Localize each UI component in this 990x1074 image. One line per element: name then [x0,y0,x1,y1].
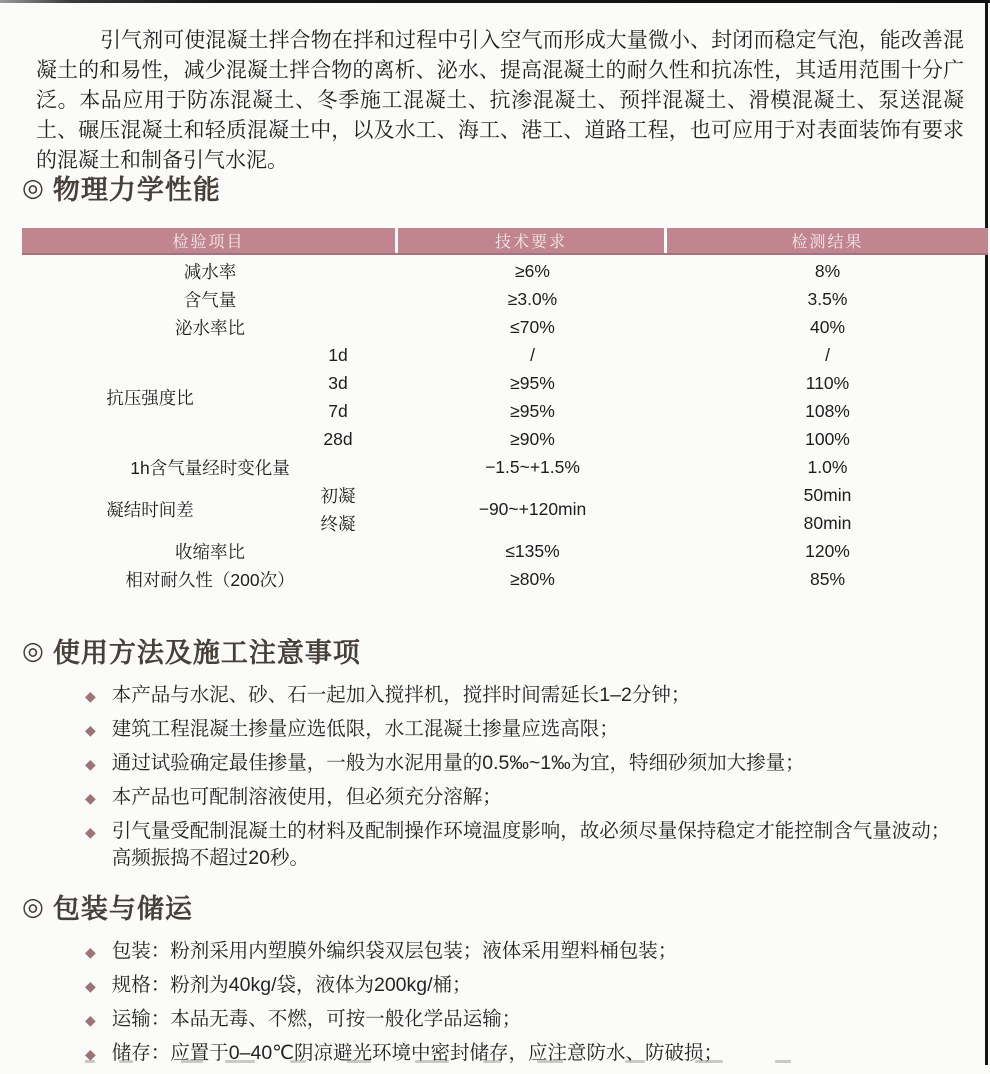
table-cell-req: ≥95% [510,372,555,393]
usage-bullet-list [85,682,951,879]
diamond-bullet-icon: ◆ [85,824,96,840]
table-cell-req: ≤135% [505,540,560,561]
clipped-bottom-text-line [85,1059,885,1064]
table-cell-result: 120% [805,540,850,561]
table-cell-req: −1.5~+1.5% [485,456,580,477]
table-cell-result: 85% [809,568,846,589]
section-title-physical-properties [22,168,221,207]
list-item [85,682,951,709]
diamond-bullet-icon: ◆ [85,688,96,704]
table-cell-result: 110% [805,372,850,393]
section-title-text: 使用方法及施工注意事项 [52,638,361,668]
table-cell-req: ≥95% [510,400,555,421]
list-item [85,716,951,743]
table-cell-item: 1h含气量经时变化量 [130,457,290,478]
list-item-text: 建筑工程混凝土掺量应选低限，水工混凝土掺量应选高限； [111,718,619,740]
table-header-row [22,228,988,255]
table-cell-req: ≥3.0% [507,288,558,309]
table-cell-item: 含气量 [183,289,237,310]
list-item-text: 运输：本品无毒、不燃，可按一般化学品运输； [111,1008,522,1030]
section-marker-icon: ◎ [22,636,44,665]
packaging-bullet-list [85,938,951,1074]
diamond-bullet-icon: ◆ [85,1012,96,1028]
list-item-text: 本产品与水泥、砂、石一起加入搅拌机，搅拌时间需延长1–2分钟； [111,684,691,706]
table-cell-result: / [825,344,830,365]
table-cell-result: 1.0% [807,456,848,477]
table-cell-req: −90~+120min [478,498,587,519]
list-item [85,972,951,999]
table-cell-result: 3.5% [807,288,848,309]
list-item [85,784,951,811]
diamond-bullet-icon: ◆ [85,944,96,960]
list-item-text: 包装：粉剂采用内塑膜外编织袋双层包装；液体采用塑料桶包装； [111,940,678,962]
table-cell-item: 收缩率比 [175,541,245,562]
table-cell-age: 28d [323,428,353,449]
section-marker-icon: ◎ [22,173,44,202]
diamond-bullet-icon: ◆ [85,722,96,738]
table-cell-req: / [530,344,535,365]
table-cell-result: 50min [803,484,852,505]
list-item-text: 储存：应置于0–40℃阴凉避光环境中密封储存，应注意防水、防破损； [111,1042,724,1064]
list-item [85,1006,951,1033]
section-marker-icon: ◎ [22,892,44,921]
table-header-item: 检验项目 [22,228,398,253]
table-cell-stage: 初凝 [320,485,356,506]
diamond-bullet-icon: ◆ [85,756,96,772]
scan-edge-top [0,0,990,3]
list-item-text: 引气量受配制混凝土的材料及配制操作环境温度影响，故必须尽量保持稳定才能控制含气量波动；高频振捣不超过20秒。 [111,820,951,869]
section-title-usage-notes [22,631,361,670]
list-item [85,750,951,777]
table-cell-req: ≥80% [510,568,555,589]
table-header-result: 检测结果 [791,234,864,251]
list-item-text: 规格：粉剂为40kg/袋，液体为200kg/桶； [111,974,472,996]
intro-paragraph: 引气剂可使混凝土拌合物在拌和过程中引入空气而形成大量微小、封闭而稳定气泡，能改善混凝土的和易性，减少混凝土拌合物的离析、泌水、提高混凝土的耐久性和抗冻性，其适用范围十分广泛。本品应用于防冻混凝土、冬季施工混凝土、抗渗混凝土、预拌混凝土、滑模混凝土、泵送混凝土、碾压混凝土和轻质混凝土中，以及水工、海工、港工、道路工程，也可应用于对表面装饰有要求的混凝土和制备引气水泥。 [36,29,964,172]
table-cell-req: ≤70% [510,316,555,337]
table-cell-stage: 终凝 [320,513,356,534]
table-cell-result: 80min [803,512,852,533]
table-body [22,255,988,593]
table-cell-result: 8% [814,260,841,281]
table-cell-age: 3d [328,372,348,393]
diamond-bullet-icon: ◆ [85,790,96,806]
list-item-text: 本产品也可配制溶液使用，但必须充分溶解； [111,786,502,808]
list-item [85,818,951,872]
table-group-label-strength: 抗压强度比 [106,387,194,408]
performance-table [22,228,988,593]
section-title-text: 物理力学性能 [52,175,221,205]
table-cell-req: ≥90% [510,428,555,449]
table-cell-age: 7d [328,400,348,421]
table-header-req: 技术要求 [398,228,667,253]
table-cell-result: 40% [809,316,846,337]
table-cell-age: 1d [328,344,348,365]
diamond-bullet-icon: ◆ [85,978,96,994]
table-cell-item: 相对耐久性（200次） [125,569,295,590]
table-cell-item: 泌水率比 [175,317,245,338]
table-cell-req: ≥6% [515,260,550,281]
table-cell-result: 100% [805,428,850,449]
table-cell-result: 108% [805,400,850,421]
section-title-text: 包装与储运 [52,894,193,924]
list-item [85,938,951,965]
section-title-packaging-storage [22,887,193,926]
diamond-bullet-icon: ◆ [85,1046,96,1062]
table-group-label-setting: 凝结时间差 [106,499,194,520]
table-cell-item: 减水率 [183,261,237,282]
list-item-text: 通过试验确定最佳掺量，一般为水泥用量的0.5‰~1‰为宜，特细砂须加大掺量； [111,752,805,774]
